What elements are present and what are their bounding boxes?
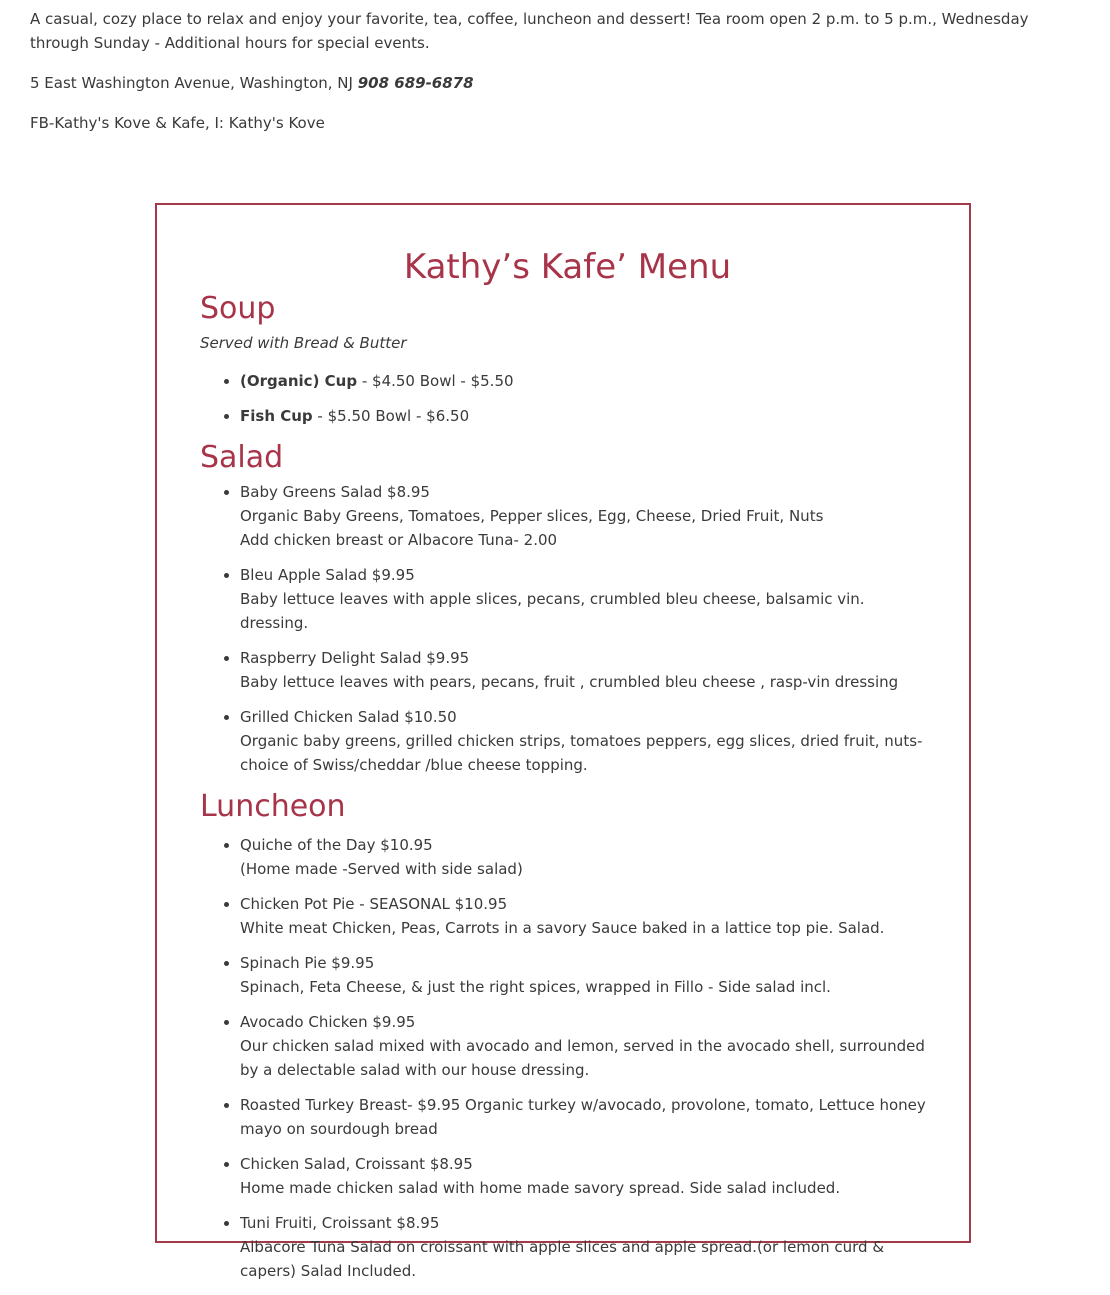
list-item: [240, 1152, 935, 1200]
list-item: [240, 369, 935, 393]
address-text: 5 East Washington Avenue, Washington, NJ: [30, 74, 358, 92]
item-title: • Chicken Pot Pie - SEASONAL $10.95: [240, 895, 508, 913]
item-title: • Bleu Apple Salad $9.95: [240, 566, 415, 584]
soup-item-price: - $5.50 Bowl - $6.50: [312, 407, 470, 425]
luncheon-list: [200, 833, 935, 1283]
list-item: [240, 705, 935, 777]
item-title: • Chicken Salad, Croissant $8.95: [240, 1155, 473, 1173]
list-item: [240, 833, 935, 881]
address-line: [30, 71, 1080, 95]
item-description: Baby lettuce leaves with pears, pecans, fruit , crumbled bleu cheese , rasp-vin dressing: [240, 673, 899, 691]
soup-item-price: - $4.50 Bowl - $5.50: [357, 372, 514, 390]
item-title: • Spinach Pie $9.95: [240, 954, 375, 972]
phone-number: 908 689-6878: [357, 74, 474, 92]
list-item: [240, 480, 935, 552]
item-title: • Grilled Chicken Salad $10.50: [240, 708, 457, 726]
item-description: Home made chicken salad with home made savory spread. Side salad included.: [240, 1179, 841, 1197]
list-item: [240, 892, 935, 940]
intro-description: A casual, cozy place to relax and enjoy your favorite, tea, coffee, luncheon and dessert! Tea room open 2 p.m. to 5 p.m., Wednesday through Sunday - Additional hours for special events.: [30, 10, 1029, 52]
luncheon-heading: Luncheon: [200, 789, 346, 824]
list-item: [240, 1010, 935, 1082]
soup-item-name: (Organic) Cup: [240, 372, 358, 390]
soup-list: [200, 369, 935, 428]
menu-content: [200, 247, 935, 1295]
item-title: • Raspberry Delight Salad $9.95: [240, 649, 470, 667]
salad-list: [200, 480, 935, 777]
item-title: • Roasted Turkey Breast- $9.95 Organic turkey w/avocado, provolone, tomato, Lettuce honey mayo on sourdough bread: [240, 1096, 926, 1138]
item-title: • Quiche of the Day $10.95: [240, 836, 433, 854]
soup-item-name: Fish Cup: [240, 407, 313, 425]
soup-heading: Soup: [200, 291, 276, 326]
item-description: Albacore Tuna Salad on croissant with apple slices and apple spread.(or lemon curd & capers) Salad Included.: [240, 1238, 885, 1280]
item-extra: Add chicken breast or Albacore Tuna- 2.00: [240, 531, 558, 549]
menu-box: [155, 203, 971, 1280]
salad-heading: Salad: [200, 440, 284, 475]
menu-title: Kathy’s Kafe’ Menu: [403, 247, 732, 287]
item-description: Spinach, Feta Cheese, & just the right spices, wrapped in Fillo - Side salad incl.: [240, 978, 831, 996]
item-description: Organic Baby Greens, Tomatoes, Pepper slices, Egg, Cheese, Dried Fruit, Nuts: [240, 507, 824, 525]
list-item: [240, 563, 935, 635]
item-description: Our chicken salad mixed with avocado and lemon, served in the avocado shell, surrounded by a delectable salad with our house dressing.: [240, 1037, 925, 1079]
item-title: • Tuni Fruiti, Croissant $8.95: [240, 1214, 440, 1232]
item-description: (Home made -Served with side salad): [240, 860, 523, 878]
intro-section: [30, 7, 1080, 151]
item-description: White meat Chicken, Peas, Carrots in a savory Sauce baked in a lattice top pie. Salad.: [240, 919, 885, 937]
item-title: • Baby Greens Salad $8.95: [240, 483, 430, 501]
soup-note: Served with Bread & Butter: [200, 334, 407, 352]
social-line: FB-Kathy's Kove & Kafe, I: Kathy's Kove: [30, 114, 325, 132]
list-item: [240, 404, 935, 428]
item-title: • Avocado Chicken $9.95: [240, 1013, 416, 1031]
item-description: Organic baby greens, grilled chicken strips, tomatoes peppers, egg slices, dried fruit, nuts- choice of Swiss/cheddar /blue cheese topping.: [240, 732, 923, 774]
list-item: [240, 1211, 935, 1283]
list-item: [240, 1093, 935, 1141]
item-description: Baby lettuce leaves with apple slices, pecans, crumbled bleu cheese, balsamic vin. dressing.: [240, 590, 865, 632]
list-item: [240, 951, 935, 999]
list-item: [240, 646, 935, 694]
